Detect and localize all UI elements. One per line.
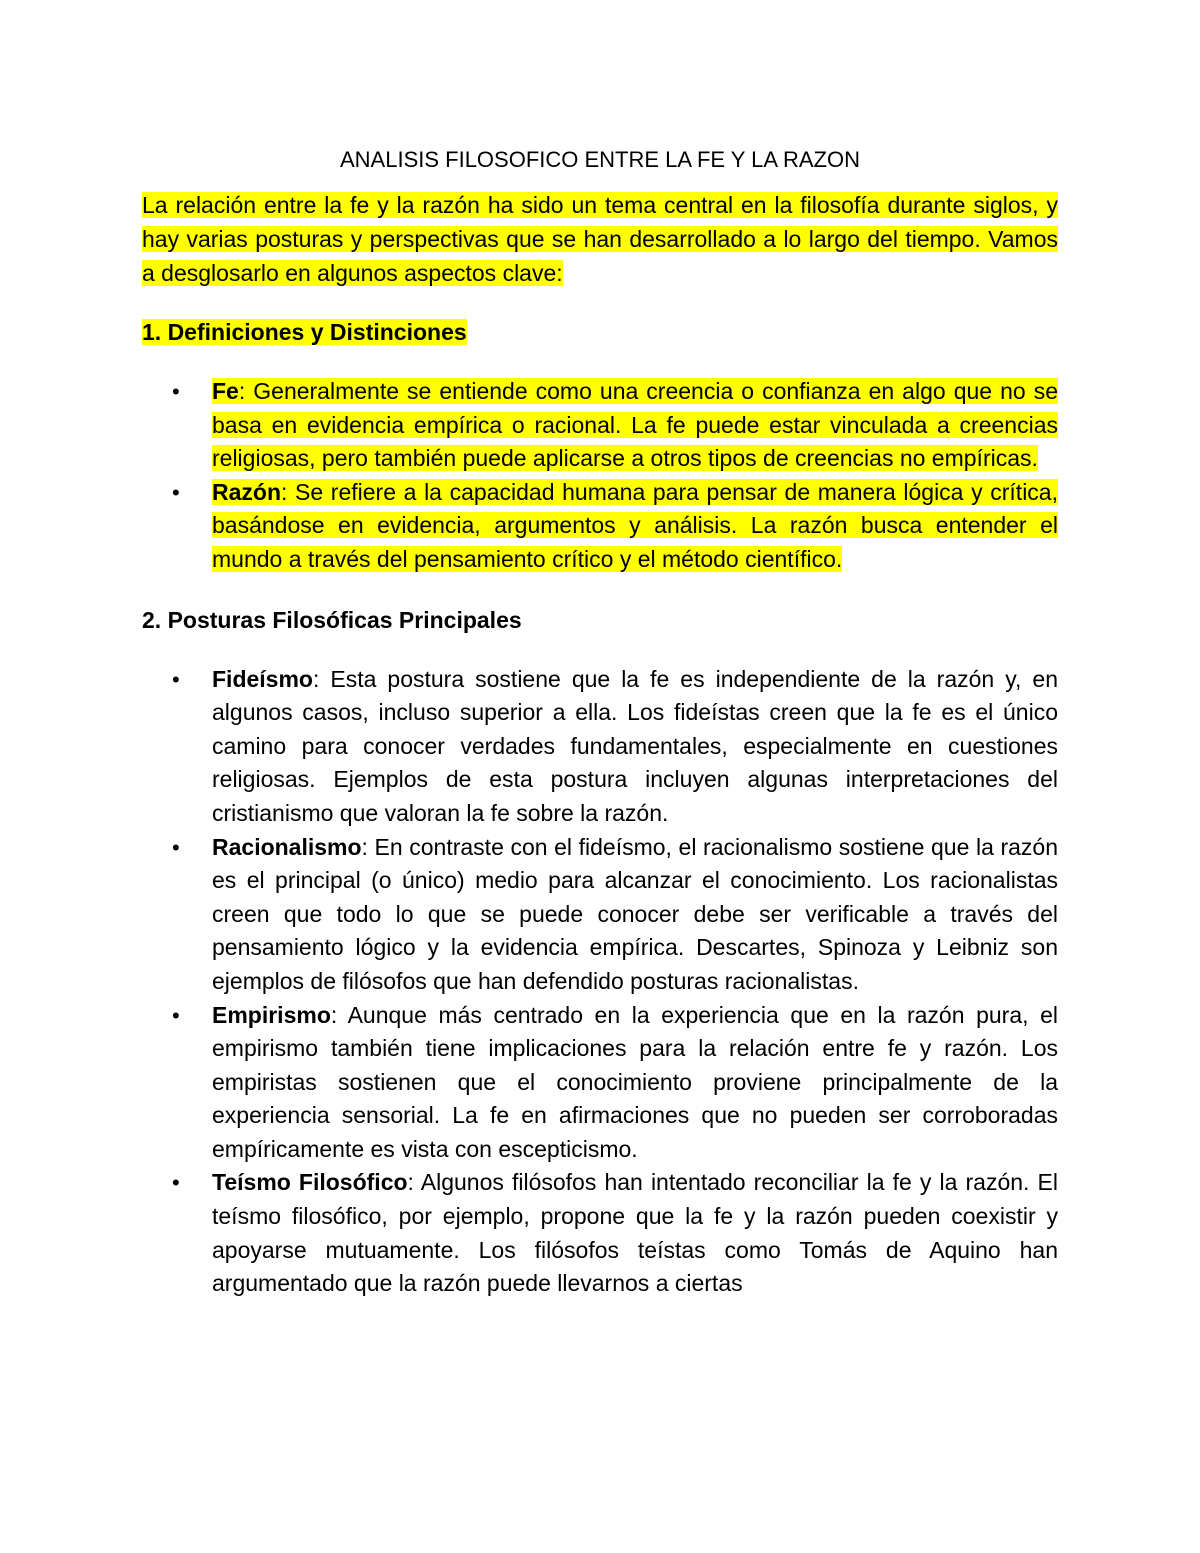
- list-item-fideismo: [142, 663, 1058, 831]
- term-description: : Algunos filósofos han intentado reconciliar la fe y la razón. El teísmo filosófico, por ejemplo, propone que la fe y la razón pueden coexistir y apoyarse mutuamente. Los filósofos teístas como Tomás de Aquino han argumentado que la razón puede llevarnos a ciertas: [212, 1169, 1058, 1297]
- term-label: Fe: [212, 378, 239, 404]
- list-item-fe: [142, 375, 1058, 476]
- bullet-icon: •: [172, 1002, 180, 1028]
- term-description: : Aunque más centrado en la experiencia que en la razón pura, el empirismo también tiene implicaciones para la relación entre fe y razón. Los empiristas sostienen que el conocimiento proviene principalmente de la experiencia sensorial. La fe en afirmaciones que no pueden ser corroboradas empíricamente es vista con escepticismo.: [212, 1001, 1058, 1162]
- term-label: Razón: [212, 478, 281, 505]
- section-heading-text: 1. Definiciones y Distinciones: [142, 319, 467, 345]
- bullet-icon: •: [172, 479, 180, 505]
- term-description: : Generalmente se entiende como una creencia o confianza en algo que no se basa en evidencia empírica o racional. La fe puede estar vinculada a creencias religiosas, pero también puede aplicarse a otros tipos de creencias no empíricas.: [212, 378, 1058, 472]
- document-title: ANALISIS FILOSOFICO ENTRE LA FE Y LA RAZON: [339, 147, 860, 172]
- bullet-icon: •: [172, 666, 180, 692]
- term-description: : Se refiere a la capacidad humana para pensar de manera lógica y crítica, basándose en evidencia, argumentos y análisis. La razón busca entender el mundo a través del pensamiento crítico y el método científico.: [212, 478, 1058, 572]
- term-label: Racionalismo: [212, 833, 362, 860]
- section-heading-postures: 2. Posturas Filosóficas Principales: [142, 606, 522, 633]
- document-page: [142, 140, 1058, 1301]
- term-label: Empirismo: [212, 1001, 331, 1028]
- list-item-body: [212, 479, 1058, 572]
- list-item-racionalismo: [142, 831, 1058, 999]
- list-item-razon: [142, 476, 1058, 577]
- bullet-icon: •: [172, 379, 180, 404]
- postures-list: [142, 663, 1058, 1301]
- list-item-teismo: [142, 1166, 1058, 1300]
- term-description: : Esta postura sostiene que la fe es independiente de la razón y, en algunos casos, incluso superior a ella. Los fideístas creen que la fe es el único camino para conocer verdades fundamentales, especialmente en cuestiones religiosas. Ejemplos de esta postura incluyen algunas interpretaciones del cristianismo que valoran la fe sobre la razón.: [212, 665, 1058, 826]
- term-label: Fideísmo: [212, 665, 313, 692]
- definitions-list: [142, 375, 1058, 577]
- term-label: Teísmo Filosófico: [212, 1169, 408, 1196]
- bullet-icon: •: [172, 834, 180, 860]
- bullet-icon: •: [172, 1170, 180, 1196]
- intro-text: La relación entre la fe y la razón ha sido un tema central en la filosofía durante siglos, y hay varias posturas y perspectivas que se han desarrollado a lo largo del tiempo. Vamos a desglosarlo en algunos aspectos clave:: [142, 192, 1058, 286]
- list-item-body: [212, 378, 1058, 471]
- term-description: : En contraste con el fideísmo, el racionalismo sostiene que la razón es el principal (o único) medio para alcanzar el conocimiento. Los racionalistas creen que todo lo que se puede conocer debe ser verificable a través del pensamiento lógico y la evidencia empírica. Descartes, Spinoza y Leibniz son ejemplos de filósofos que han defendido posturas racionalistas.: [212, 833, 1058, 994]
- section-heading-definitions: [142, 315, 1058, 349]
- intro-paragraph: [142, 188, 1058, 290]
- list-item-empirismo: [142, 999, 1058, 1167]
